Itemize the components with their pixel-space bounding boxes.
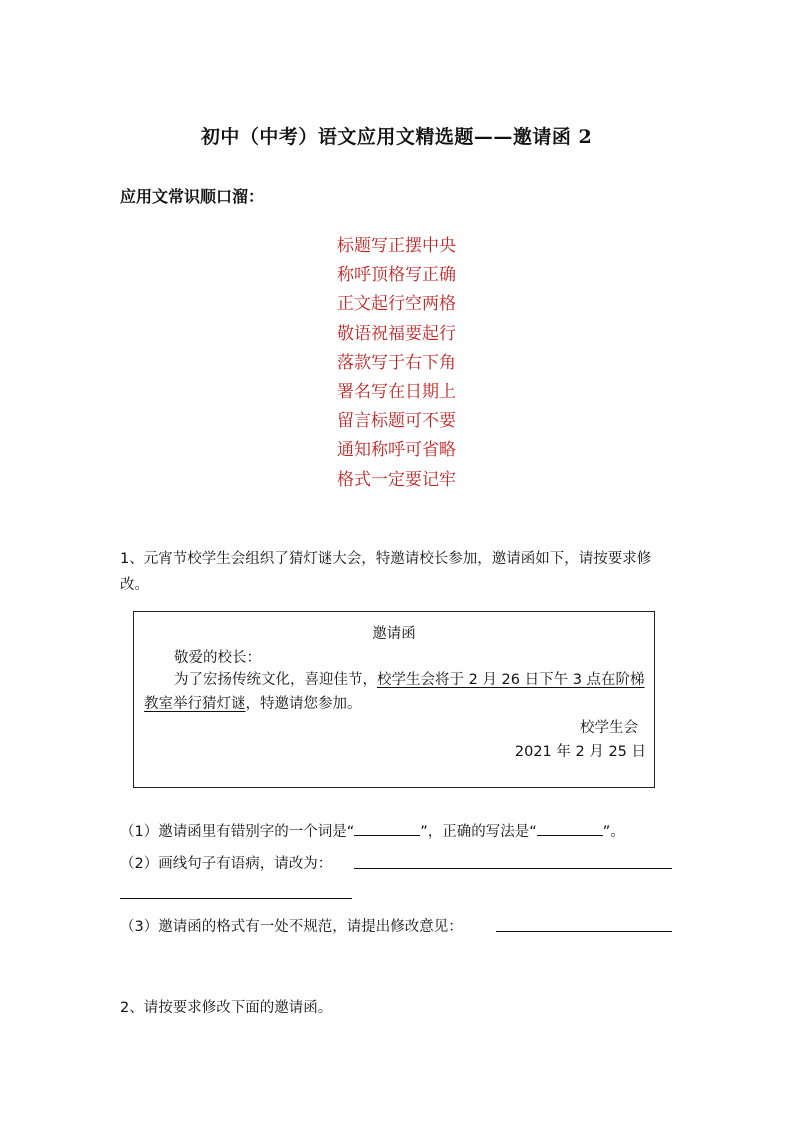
rhyme-line: 格式一定要记牢 [337, 469, 456, 490]
letter-salutation: 敬爱的校长： [174, 650, 261, 666]
rhyme-list [0, 232, 793, 495]
page-title: 初中（中考）语文应用文精选题——邀请函 2 [200, 126, 593, 148]
letter-body [144, 668, 648, 716]
answer-line-2b[interactable] [120, 898, 352, 899]
sub-question-1-text-b: ”，正确的写法是“ [420, 824, 537, 840]
question-1-prompt: 1、元宵节校学生会组织了猜灯谜大会，特邀请校长参加，邀请函如下，请按要求修改。 [120, 551, 652, 593]
rhyme-line: 留言标题可不要 [337, 411, 456, 432]
sub-question-3: （3）邀请函的格式有一处不规范，请提出修改意见： [120, 919, 463, 935]
letter-date: 2021 年 2 月 25 日 [514, 744, 646, 760]
sub-question-1-text-c: ”。 [602, 824, 625, 840]
sub-question-1-text-a: （1）邀请函里有错别字的一个词是“ [120, 824, 355, 840]
rhyme-line: 正文起行空两格 [337, 294, 456, 315]
answer-line-3[interactable] [496, 931, 672, 932]
rhyme-line: 落款写于右下角 [337, 352, 456, 373]
answer-blank-1[interactable] [354, 821, 420, 836]
rhyme-line: 敬语祝福要起行 [337, 323, 456, 344]
question-2-prompt: 2、请按要求修改下面的邀请函。 [120, 1000, 333, 1016]
letter-body-prefix: 为了宏扬传统文化，喜迎佳节， [174, 672, 377, 688]
letter-underlined-sentence: 校学生会将于 2 月 26 日下午 3 点在阶梯教室举行猜灯谜 [144, 672, 645, 712]
letter-body-suffix: ，特邀请您参加。 [245, 696, 362, 712]
answer-blank-2[interactable] [537, 821, 603, 836]
sub-question-1 [120, 820, 625, 841]
answer-line-2a[interactable] [354, 868, 672, 869]
invitation-letter-box [133, 611, 655, 788]
letter-signer: 校学生会 [580, 720, 638, 736]
rhyme-line: 称呼顶格写正确 [337, 265, 456, 286]
sub-question-2: （2）画线句子有语病，请改为： [120, 856, 333, 872]
section-heading: 应用文常识顺口溜： [120, 187, 265, 206]
rhyme-line: 署名写在日期上 [337, 382, 456, 403]
rhyme-line: 标题写正摆中央 [337, 236, 456, 256]
rhyme-line: 通知称呼可省略 [337, 440, 456, 461]
letter-title: 邀请函 [372, 626, 416, 642]
